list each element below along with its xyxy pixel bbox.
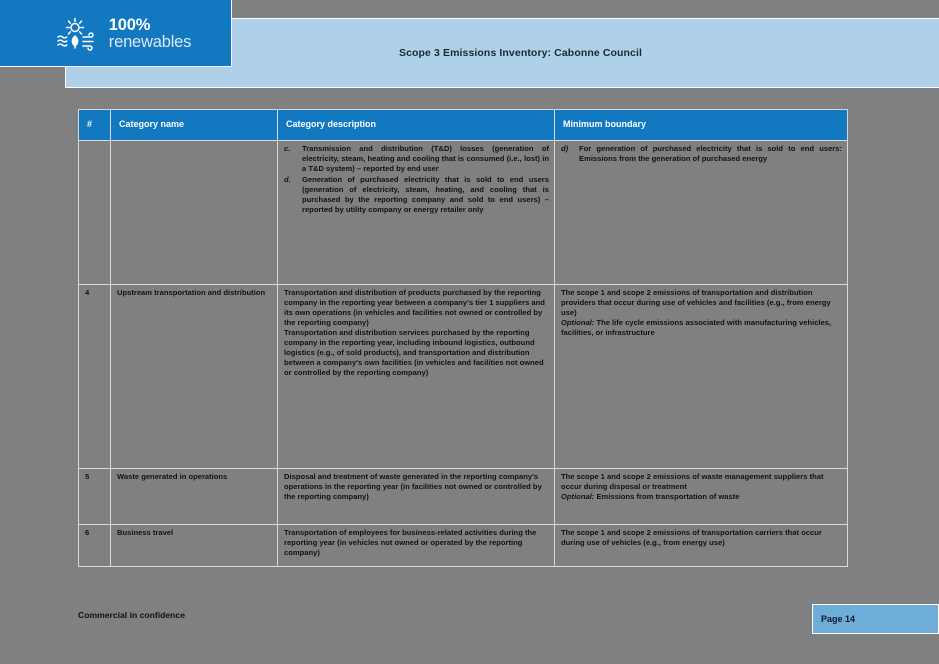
cell-category-name <box>111 141 278 285</box>
description-paragraph: Transportation and distribution services purchased by the reporting company in the reporting year, including inbound logistics, outbound logistics (e.g., of sold products), and transportation and distribution between a company's own facilities (in vehicles and facilities not owned or controlled by the reporting company) <box>284 328 544 378</box>
sub-item-text: For generation of purchased electricity that is sold to end users: Emissions from the generation of purchased energy <box>579 144 842 164</box>
brand-wordmark <box>109 17 191 51</box>
cell-category-number: 6 <box>79 525 111 567</box>
boundary-optional-paragraph <box>561 318 842 338</box>
sub-item-text: Generation of purchased electricity that is sold to end users (generation of electricity, steam, heating, and cooling that is purchased by the reporting company and sold to end users) – reported by utility company or energy retailer only <box>302 175 549 215</box>
boundary-paragraph: The scope 1 and scope 2 emissions of transportation and distribution providers that occur during use of vehicles and facilities (e.g., from energy use) <box>561 288 831 318</box>
cell-category-name: Waste generated in operations <box>111 469 278 525</box>
cell-category-description <box>278 141 555 285</box>
description-paragraph: Transportation and distribution of products purchased by the reporting company in the reporting year between a company's tier 1 suppliers and its own operations (in vehicles and facilities not owned or controlled by the reporting company) <box>284 288 545 328</box>
cell-minimum-boundary <box>555 525 848 567</box>
description-sub-item <box>284 144 549 174</box>
sub-item-marker: d. <box>284 175 291 185</box>
scope3-categories-table <box>78 109 848 567</box>
boundary-sub-item <box>561 144 842 164</box>
table-row <box>79 525 848 567</box>
page-title: Scope 3 Emissions Inventory: Cabonne Council <box>398 47 643 59</box>
optional-label: Optional: <box>561 492 595 502</box>
table-row <box>79 141 848 285</box>
description-paragraph: Disposal and treatment of waste generated in the reporting company's operations in the reporting year (in facilities not owned or controlled by the reporting company) <box>284 472 542 502</box>
cell-category-number <box>79 141 111 285</box>
table-header-row <box>79 110 848 141</box>
cell-category-number: 4 <box>79 285 111 469</box>
cell-category-description <box>278 469 555 525</box>
cell-minimum-boundary <box>555 285 848 469</box>
optional-label: Optional: <box>561 318 595 328</box>
boundary-paragraph: The scope 1 and scope 2 emissions of transportation carriers that occur during use of vehicles (e.g., from energy use) <box>561 528 822 548</box>
brand-line-1: 100% <box>108 16 151 35</box>
optional-text: Emissions from transportation of waste <box>594 492 740 502</box>
sun-leaf-waves-wind-icon <box>56 17 100 51</box>
optional-text: The life cycle emissions associated with manufacturing vehicles, facilities, or infrastructure <box>561 318 832 338</box>
description-sub-item <box>284 175 549 215</box>
cell-minimum-boundary <box>555 469 848 525</box>
column-header-number: # <box>79 110 111 141</box>
sub-item-marker: c. <box>284 144 291 153</box>
sub-item-marker: d) <box>561 144 569 153</box>
boundary-paragraph: The scope 1 and scope 2 emissions of waste management suppliers that occur during disposal or treatment <box>561 472 824 492</box>
cell-category-name: Upstream transportation and distribution <box>111 285 278 469</box>
cell-category-description <box>278 525 555 567</box>
confidentiality-note: Commercial in confidence <box>78 610 185 620</box>
cell-category-description <box>278 285 555 469</box>
column-header-minimum-boundary: Minimum boundary <box>555 110 848 141</box>
cell-category-number: 5 <box>79 469 111 525</box>
page-number-label: Page 14 <box>821 614 856 624</box>
column-header-category-name: Category name <box>111 110 278 141</box>
boundary-optional-paragraph <box>561 492 842 502</box>
brand-logo <box>0 0 232 67</box>
brand-line-2: renewables <box>108 33 192 51</box>
page-number-badge <box>812 604 939 634</box>
cell-category-name: Business travel <box>111 525 278 567</box>
description-paragraph: Transportation of employees for business-related activities during the reporting year (in vehicles not owned or operated by the reporting company) <box>284 528 537 558</box>
column-header-category-description: Category description <box>278 110 555 141</box>
table-row <box>79 469 848 525</box>
cell-minimum-boundary <box>555 141 848 285</box>
sub-item-text: Transmission and distribution (T&D) losses (generation of electricity, steam, heating and cooling that is consumed (i.e., lost) in a T&D system) – reported by end user <box>302 144 549 174</box>
table-row <box>79 285 848 469</box>
